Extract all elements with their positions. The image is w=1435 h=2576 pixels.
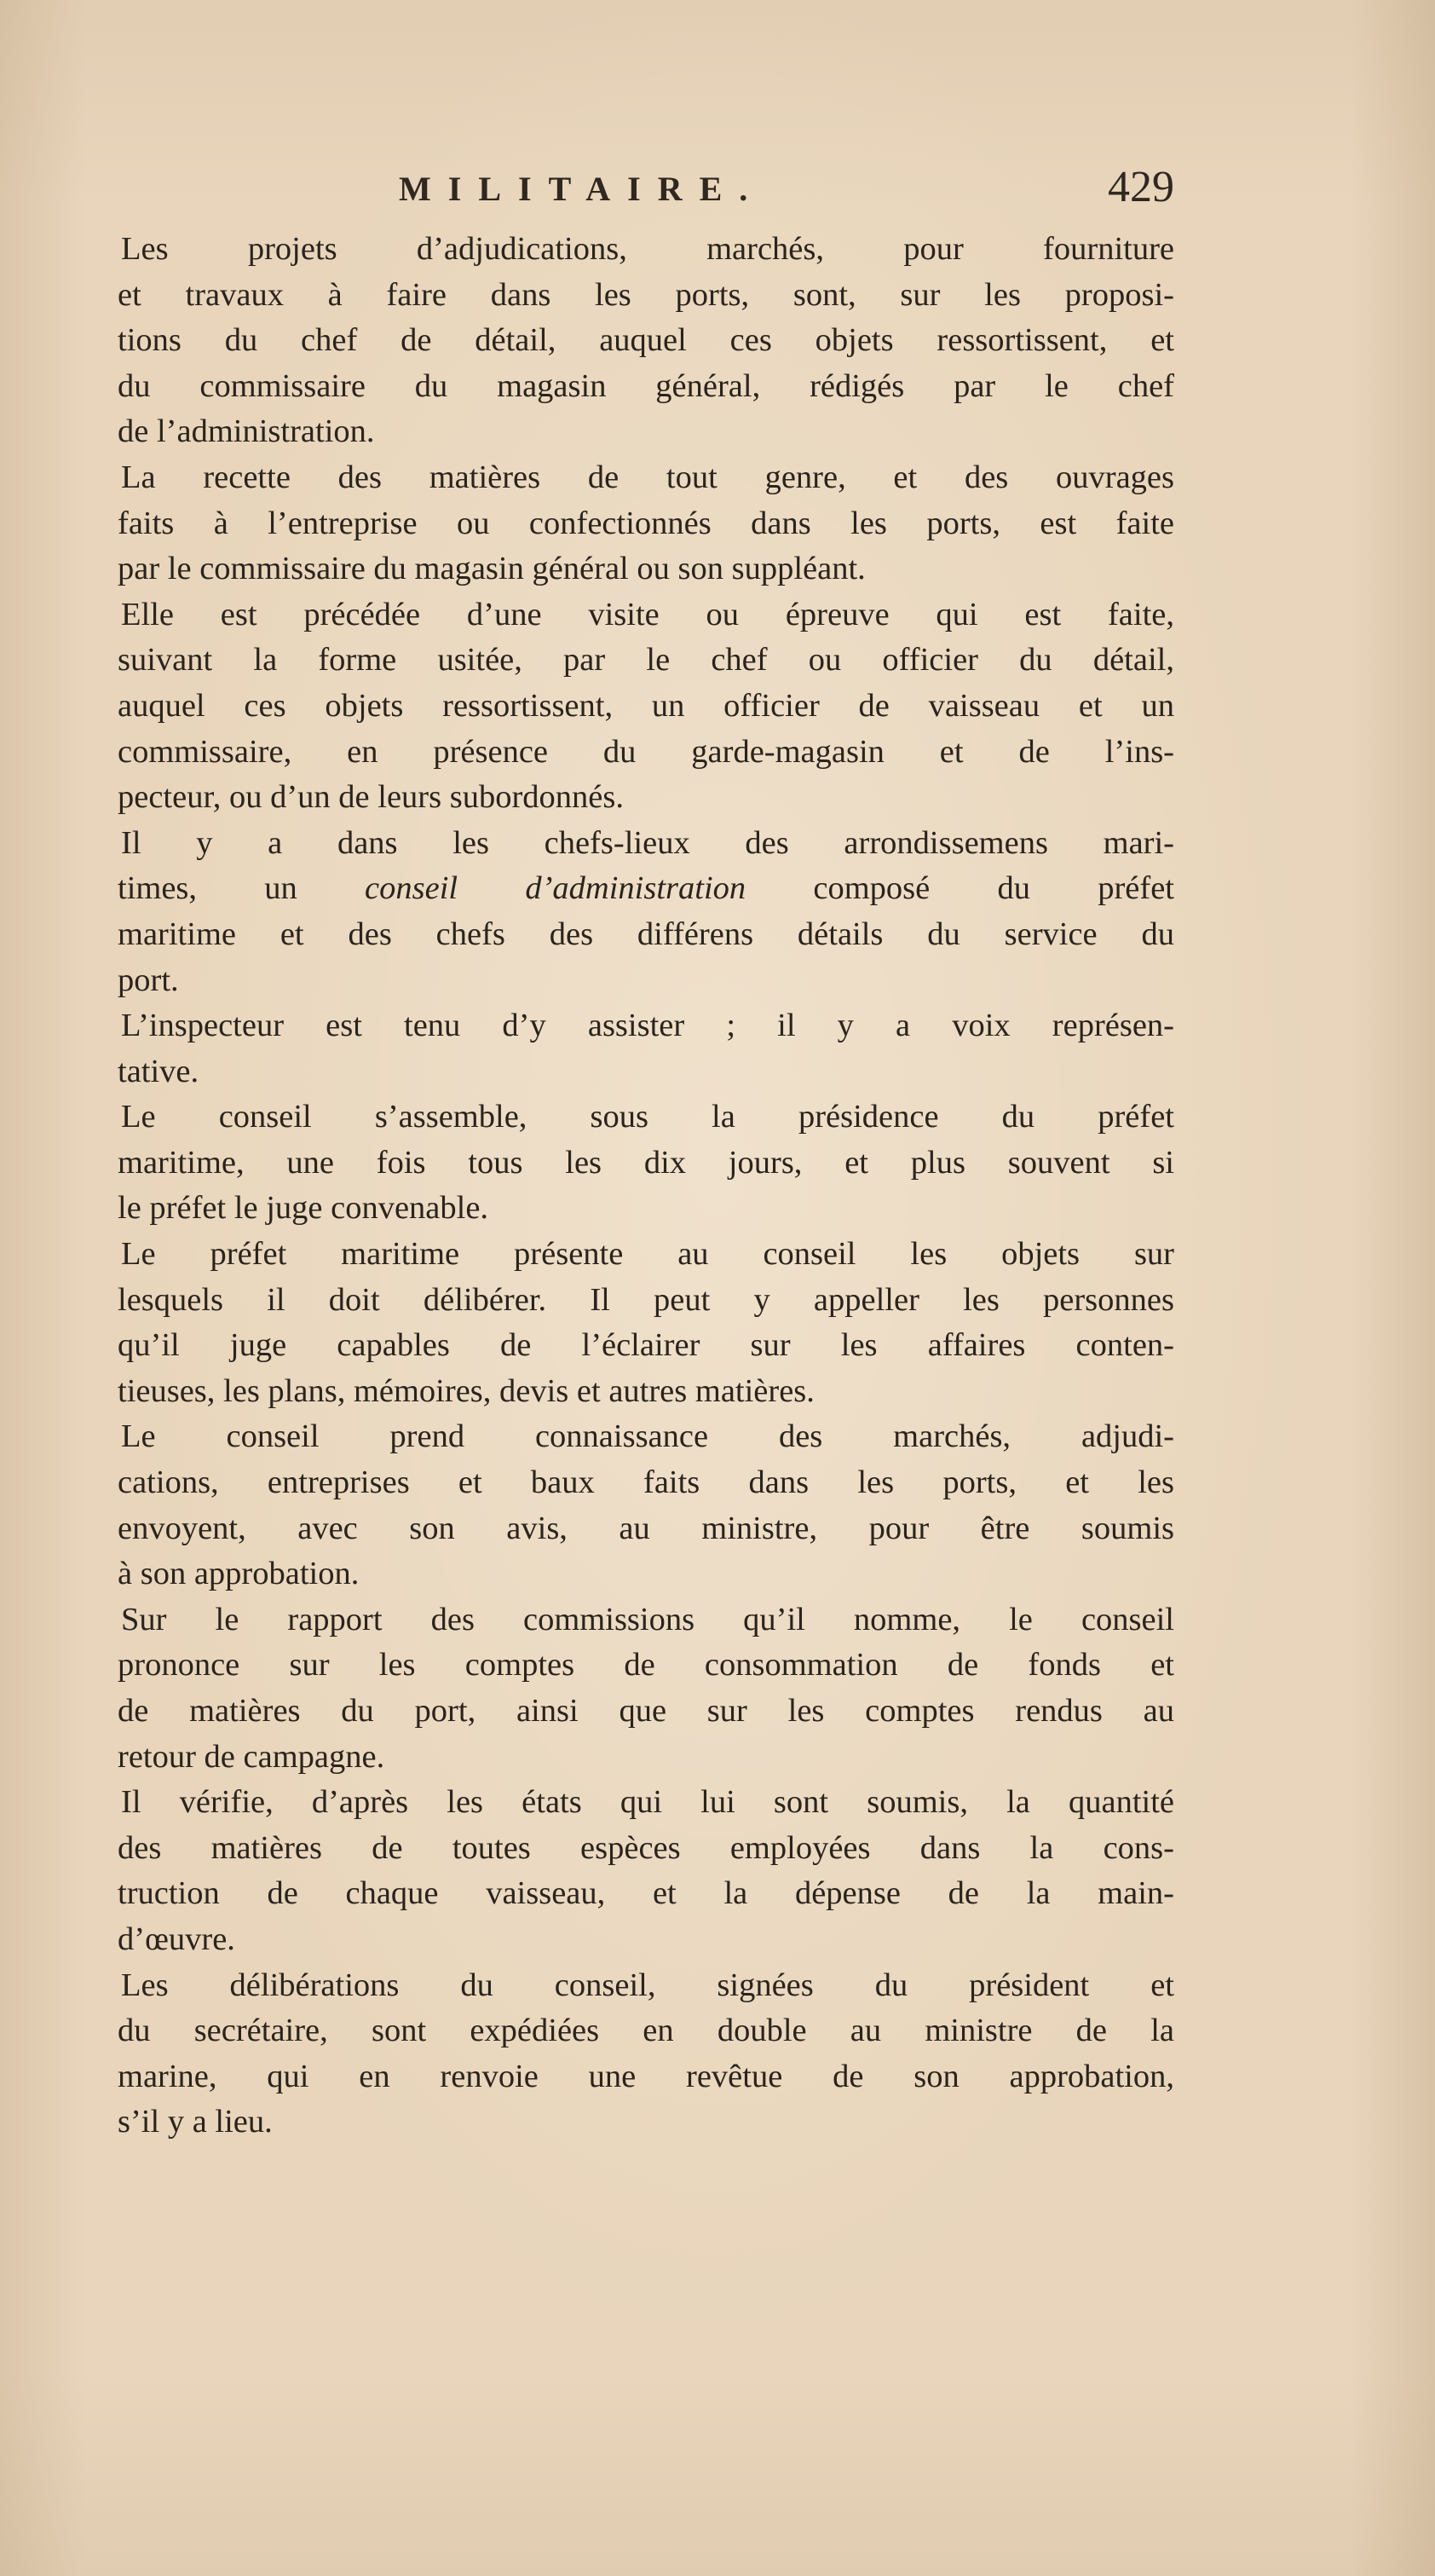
text-line: L’inspecteur est tenu d’y assister ; il y a voix représen- bbox=[121, 1008, 1174, 1044]
paragraph bbox=[118, 455, 1174, 592]
text-line: Le conseil s’assemble, sous la présidence du préfet bbox=[121, 1099, 1174, 1135]
text-line: lesquels il doit délibérer. Il peut y appeller les personnes bbox=[118, 1281, 1174, 1318]
text-line: du commissaire du magasin général, rédigés par le chef bbox=[118, 367, 1174, 404]
text-line-segment: composé du préfet bbox=[746, 870, 1174, 907]
text-line: tions du chef de détail, auquel ces objets ressortissent, et bbox=[118, 322, 1174, 359]
text-line: Le préfet maritime présente au conseil les objets sur bbox=[121, 1236, 1174, 1273]
text-line: tative. bbox=[118, 1053, 199, 1089]
text-line: suivant la forme usitée, par le chef ou officier du détail, bbox=[118, 642, 1174, 679]
text-line-segment: times, un bbox=[118, 870, 366, 907]
paragraph bbox=[118, 1963, 1174, 2146]
text-line: maritime, une fois tous les dix jours, et plus souvent si bbox=[118, 1144, 1174, 1181]
text-line: du secrétaire, sont expédiées en double au ministre de la bbox=[118, 2013, 1174, 2049]
paragraph bbox=[118, 1414, 1174, 1597]
text-line: par le commissaire du magasin général ou son suppléant. bbox=[118, 551, 866, 587]
text-line: maritime et des chefs des différens détails du service du bbox=[118, 915, 1174, 952]
italic-term: conseil d’administration bbox=[365, 870, 746, 907]
text-line: Le conseil prend connaissance des marchés, adjudi- bbox=[121, 1418, 1174, 1455]
text-line: Il vérifie, d’après les états qui lui sont soumis, la quantité bbox=[121, 1784, 1174, 1821]
text-line: retour de campagne. bbox=[118, 1738, 385, 1775]
text-line: s’il y a lieu. bbox=[118, 2104, 273, 2140]
paragraph bbox=[118, 821, 1174, 1003]
text-line: Les délibérations du conseil, signées du président et bbox=[121, 1967, 1174, 2003]
text-line: marine, qui en renvoie une revêtue de son approbation, bbox=[118, 2058, 1174, 2094]
text-line: auquel ces objets ressortissent, un officier de vaisseau et un bbox=[118, 687, 1174, 724]
text-line: truction de chaque vaisseau, et la dépense de la main- bbox=[118, 1875, 1174, 1912]
text-line: de l’administration. bbox=[118, 413, 375, 450]
text-line-with-italic bbox=[118, 866, 1174, 912]
text-line: Les projets d’adjudications, marchés, pour fourniture bbox=[121, 231, 1174, 267]
body-text bbox=[118, 227, 1174, 2146]
paragraph bbox=[118, 1597, 1174, 1780]
paragraph bbox=[118, 1232, 1174, 1414]
text-line: envoyent, avec son avis, au ministre, pour être soumis bbox=[118, 1510, 1174, 1546]
text-line: à son approbation. bbox=[118, 1556, 360, 1592]
text-line: le préfet le juge convenable. bbox=[118, 1190, 489, 1227]
text-line: qu’il juge capables de l’éclairer sur les affaires conten- bbox=[118, 1327, 1174, 1364]
text-line: Elle est précédée d’une visite ou épreuve qui est faite, bbox=[121, 596, 1174, 632]
text-line: faits à l’entreprise ou confectionnés dans les ports, est faite bbox=[118, 505, 1174, 541]
text-line: commissaire, en présence du garde-magasin et de l’ins- bbox=[118, 733, 1174, 770]
paragraph bbox=[118, 1003, 1174, 1095]
text-line: Sur le rapport des commissions qu’il nomme, le conseil bbox=[121, 1601, 1174, 1637]
page-number: 429 bbox=[1108, 163, 1174, 211]
page-header bbox=[118, 163, 1174, 220]
text-line: tieuses, les plans, mémoires, devis et autres matières. bbox=[118, 1372, 815, 1409]
text-line: pecteur, ou d’un de leurs subordonnés. bbox=[118, 779, 624, 816]
paragraph bbox=[118, 1780, 1174, 1962]
paragraph bbox=[118, 1095, 1174, 1232]
paragraph bbox=[118, 592, 1174, 821]
text-line: Il y a dans les chefs-lieux des arrondissemens mari- bbox=[121, 824, 1174, 861]
text-line: cations, entreprises et baux faits dans les ports, et les bbox=[118, 1464, 1174, 1501]
text-line: de matières du port, ainsi que sur les comptes rendus au bbox=[118, 1693, 1174, 1729]
paragraph bbox=[118, 227, 1174, 455]
text-line: d’œuvre. bbox=[118, 1920, 235, 1957]
running-head: MILITAIRE. bbox=[399, 170, 765, 208]
text-line: La recette des matières de tout genre, et des ouvrages bbox=[121, 459, 1174, 495]
text-line: et travaux à faire dans les ports, sont, sur les proposi- bbox=[118, 276, 1174, 313]
text-line: prononce sur les comptes de consommation de fonds et bbox=[118, 1647, 1174, 1684]
text-line: port. bbox=[118, 962, 179, 998]
text-line: des matières de toutes espèces employées dans la cons- bbox=[118, 1829, 1174, 1866]
